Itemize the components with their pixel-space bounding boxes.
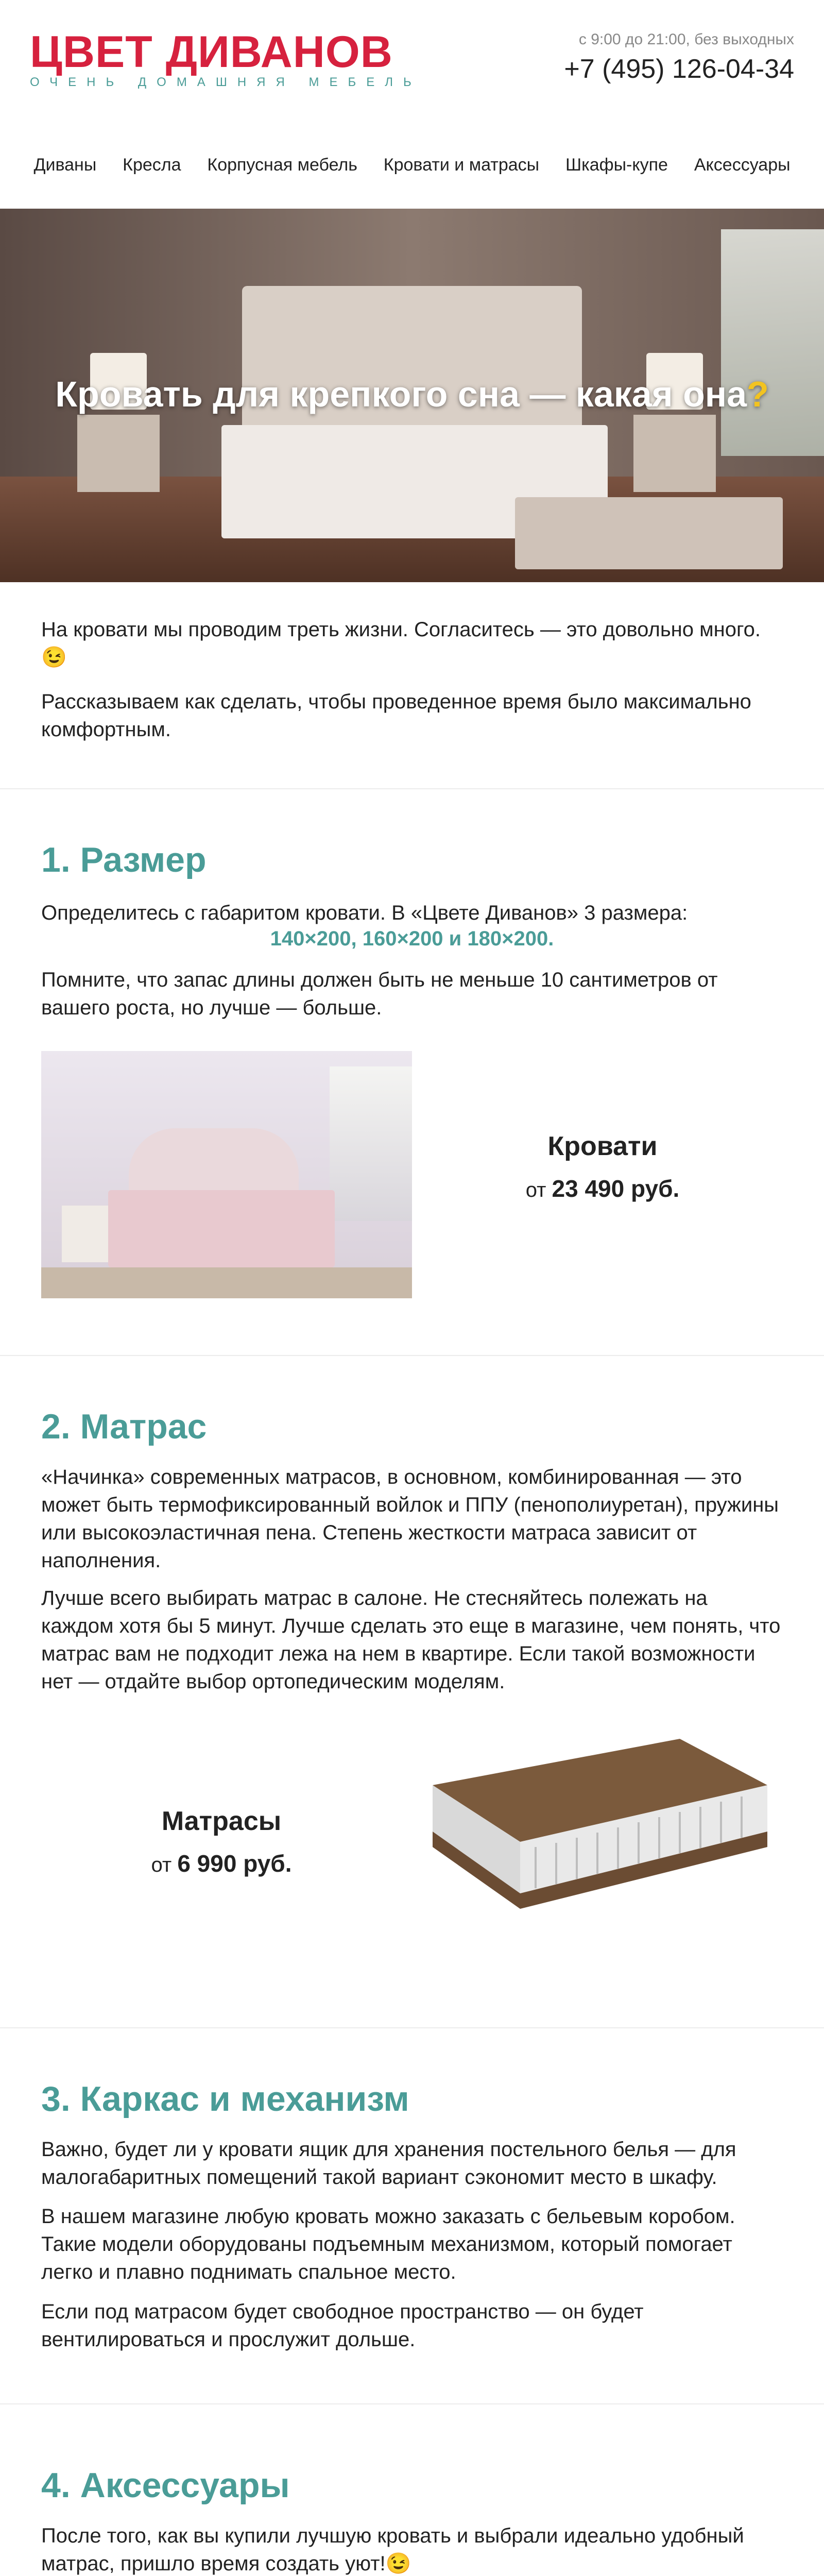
- divider: [0, 2403, 824, 2404]
- intro-paragraph-1: На кровати мы проводим треть жизни. Согласитесь — это довольно много. 😉: [41, 618, 761, 669]
- hero-banner[interactable]: [0, 209, 824, 582]
- mattress-price-value: 6 990 руб.: [177, 1850, 292, 1877]
- hero-title: [0, 374, 824, 415]
- divider: [0, 788, 824, 789]
- mattress-product-price: [72, 1850, 371, 1877]
- bed-product-price: [453, 1175, 752, 1202]
- hero-title-text: Кровать для крепкого сна — какая она: [55, 374, 747, 414]
- bed-price-value: 23 490 руб.: [552, 1175, 680, 1202]
- bed-image-mattress: [108, 1190, 335, 1267]
- hero-window: [721, 229, 824, 456]
- frame-paragraph-3: Если под матрасом будет свободное пространство — он будет вентилироваться и прослужит дольше.: [41, 2300, 644, 2351]
- intro-paragraph-2: Рассказываем как сделать, чтобы проведенное время было максимально комфортным.: [41, 690, 751, 741]
- top-nav-cabinet-furniture[interactable]: Корпусная мебель: [207, 155, 357, 175]
- hero-nightstand-left: [77, 415, 160, 492]
- top-nav-wardrobes[interactable]: Шкафы-купе: [565, 155, 668, 175]
- logo[interactable]: [30, 27, 422, 90]
- working-hours: с 9:00 до 21:00, без выходных: [578, 31, 794, 48]
- divider: [0, 1355, 824, 1356]
- bed-product-name[interactable]: Кровати: [547, 1131, 658, 1161]
- logo-tagline: ОЧЕНЬ ДОМАШНЯЯ МЕБЕЛЬ: [30, 75, 422, 89]
- bed-price-prefix: от: [525, 1179, 546, 1201]
- top-nav: [0, 134, 824, 196]
- section-heading-accessories: 4. Аксессуары: [41, 2466, 290, 2505]
- bed-image-window: [330, 1066, 412, 1221]
- size-options: 140×200, 160×200 и 180×200.: [270, 927, 554, 950]
- section-heading-size: 1. Размер: [41, 840, 207, 879]
- hero-nightstand-right: [633, 415, 716, 492]
- bed-image-headboard: [129, 1128, 299, 1200]
- section-heading-mattress: 2. Матрас: [41, 1407, 207, 1446]
- header: [0, 0, 824, 118]
- top-nav-armchairs[interactable]: Кресла: [123, 155, 181, 175]
- contact-block: [564, 31, 794, 84]
- top-nav-sofas[interactable]: Диваны: [33, 155, 97, 175]
- mattress-paragraph-1: «Начинка» современных матрасов, в основном, комбинированная — это может быть термофиксированный войлок и ППУ (пенополиуретан), пружины или высокоэластичная пена. Степень жесткости матраса зависит от наполнения.: [41, 1466, 779, 1572]
- hero-question-mark: ?: [747, 374, 769, 414]
- bed-image-nightstand: [62, 1206, 108, 1262]
- top-nav-accessories[interactable]: Аксессуары: [694, 155, 791, 175]
- bed-product-image[interactable]: [41, 1051, 412, 1298]
- mattress-price-prefix: от: [151, 1854, 172, 1876]
- accessories-paragraph-1: После того, как вы купили лучшую кровать и выбрали идеально удобный матрас, пришло время создать уют!😉: [41, 2524, 744, 2575]
- phone-link[interactable]: +7 (495) 126-04-34: [564, 54, 794, 84]
- size-paragraph-2: Помните, что запас длины должен быть не меньше 10 сантиметров от вашего роста, но лучше — больше.: [41, 969, 718, 1019]
- frame-paragraph-1: Важно, будет ли у кровати ящик для хранения постельного белья — для малогабаритных помещений такой вариант сэкономит место в шкафу.: [41, 2138, 736, 2189]
- divider: [0, 2027, 824, 2028]
- mattress-product-image[interactable]: [412, 1723, 783, 1940]
- mattress-illustration: [412, 1723, 783, 1940]
- section-heading-frame: 3. Каркас и механизм: [41, 2079, 409, 2119]
- mattress-paragraph-2: Лучше всего выбирать матрас в салоне. Не стесняйтесь полежать на каждом хотя бы 5 минут. Лучше сделать это еще в магазине, чем понять, что матрас вам не подходит лежа на нем в квартире. Если такой возможности нет — отдайте выбор ортопедическим моделям.: [41, 1587, 781, 1693]
- hero-bench: [515, 497, 783, 569]
- top-nav-beds-mattresses[interactable]: Кровати и матрасы: [383, 155, 540, 175]
- size-paragraph-1: Определитесь с габаритом кровати. В «Цвете Диванов» 3 размера:: [41, 902, 688, 924]
- logo-text: ЦВЕТ ДИВАНОВ: [30, 27, 393, 77]
- bed-image-floor: [41, 1267, 412, 1298]
- frame-paragraph-2: В нашем магазине любую кровать можно заказать с бельевым коробом. Такие модели оборудованы подъемным механизмом, который помогает легко и плавно поднимать спальное место.: [41, 2205, 735, 2283]
- mattress-product-name[interactable]: Матрасы: [161, 1806, 282, 1836]
